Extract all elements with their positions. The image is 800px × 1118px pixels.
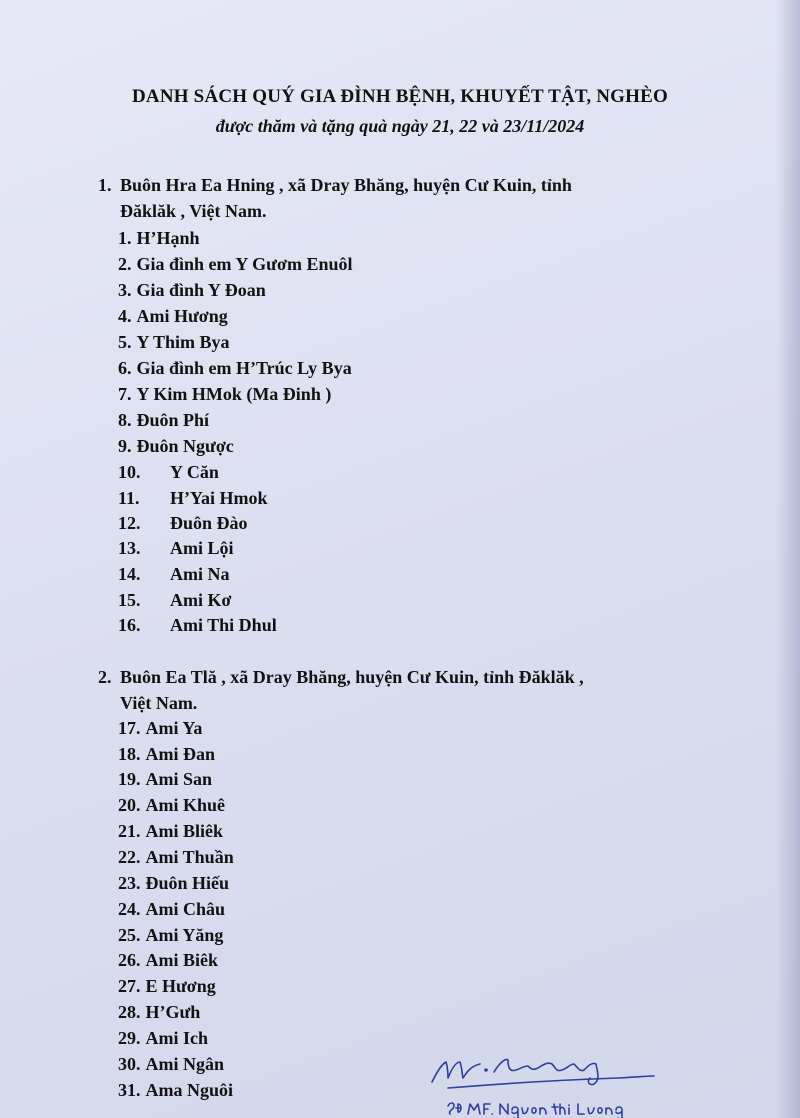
- list-item: 27. E Hương: [118, 976, 216, 996]
- list-item: 17. Ami Ya: [118, 718, 203, 738]
- list-item: 9. Đuôn Ngược: [118, 436, 234, 456]
- section-heading-line2: Việt Nam.: [120, 693, 198, 713]
- list-item: 13. Ami Lội: [118, 538, 234, 558]
- list-item: 20. Ami Khuê: [118, 795, 226, 815]
- list-item: 11. H’Yai Hmok: [118, 488, 268, 508]
- list-item: 23. Đuôn Hiếu: [118, 873, 230, 893]
- list-item: 2. Gia đình em Y Gươm Enuôl: [118, 254, 353, 274]
- list-item: 10. Y Căn: [118, 462, 219, 482]
- list-item: 31. Ama Nguôi: [118, 1080, 234, 1100]
- list-item: 25. Ami Yăng: [118, 925, 224, 945]
- list-item: 30. Ami Ngân: [118, 1054, 225, 1074]
- list-item: 7. Y Kim HMok (Ma Đinh ): [118, 384, 332, 404]
- list-item: 14. Ami Na: [118, 564, 230, 584]
- list-item: 6. Gia đình em H’Trúc Ly Bya: [118, 358, 352, 378]
- list-item: 18. Ami Đan: [118, 744, 216, 764]
- section-heading-2: [98, 664, 738, 716]
- section-number: 1.: [98, 175, 112, 195]
- list-item: 21. Ami Bliêk: [118, 821, 224, 841]
- list-item: 3. Gia đình Y Đoan: [118, 280, 266, 300]
- handwritten-signature: [428, 1040, 728, 1118]
- section-heading-line2: Đăklăk , Việt Nam.: [120, 201, 267, 221]
- section-heading-1: [98, 172, 738, 224]
- list-item: 1. H’Hạnh: [118, 228, 200, 248]
- document-title: DANH SÁCH QUÝ GIA ĐÌNH BỆNH, KHUYẾT TẬT, NGHÈO: [131, 86, 668, 107]
- section-heading-line1: Buôn Hra Ea Hning , xã Dray Bhăng, huyện Cư Kuin, tỉnh: [120, 175, 572, 195]
- section-number: 2.: [98, 667, 112, 687]
- list-item: 8. Đuôn Phí: [118, 410, 210, 430]
- list-item: 19. Ami San: [118, 769, 213, 789]
- section-heading-line1: Buôn Ea Tlă , xã Dray Bhăng, huyện Cư Kuin, tỉnh Đăklăk ,: [120, 667, 584, 687]
- page-edge-shadow: [776, 0, 800, 1118]
- list-item: 12. Đuôn Đào: [118, 513, 248, 533]
- list-item: 15. Ami Kơ: [118, 590, 232, 610]
- list-item: 28. H’Gưh: [118, 1002, 201, 1022]
- list-item: 4. Ami Hương: [118, 306, 228, 326]
- list-item: 24. Ami Châu: [118, 899, 226, 919]
- list-item: 22. Ami Thuần: [118, 847, 234, 867]
- list-item: 26. Ami Biêk: [118, 950, 219, 970]
- list-item: 29. Ami Ich: [118, 1028, 208, 1048]
- list-item: 5. Y Thim Bya: [118, 332, 230, 352]
- list-item: 16. Ami Thi Dhul: [118, 615, 277, 635]
- document-subtitle: được thăm và tặng quà ngày 21, 22 và 23/11/2024: [215, 116, 585, 136]
